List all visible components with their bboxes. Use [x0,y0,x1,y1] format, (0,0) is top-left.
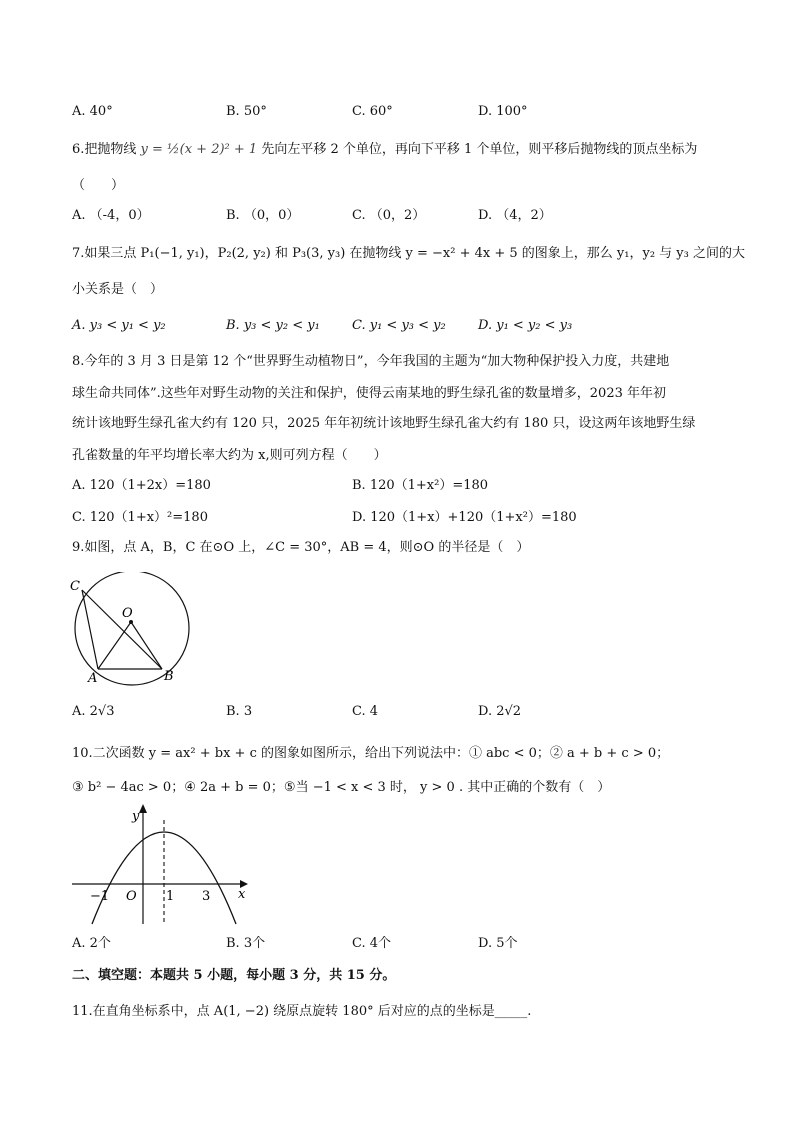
q10-label-x: x [238,887,246,902]
q8-stem-line-1: 8.今年的 3 月 3 日是第 12 个“世界野生动植物日”，今年我国的主题为“加大物种保护投入力度，共建地 [72,354,670,369]
q9-segment-oa [98,622,131,669]
q10-stem-a: 10.二次函数 y = ax² + bx + c 的图象如图所示，给出下列说法中：① abc < 0；② a + b + c > 0； [72,746,670,761]
q8-stem-line-2: 球生命共同体”.这些年对野生动物的关注和保护，使得云南某地的野生绿孔雀的数量增多，2023 年年初 [72,386,666,401]
q6-stem-b: 先向左平移 2 个单位，再向下平移 1 个单位，则平移后抛物线的顶点坐标为 [261,142,698,157]
q8-option-a: A. 120（1+2x）=180 [72,478,211,493]
q6-formula: y = ½(x + 2)² + 1 [140,142,258,157]
q10-label-y: y [132,809,140,824]
q5-option-b: B. 50° [226,104,267,119]
q7-stem-b: 小关系是（ ） [72,282,164,297]
q7-stem-a: 7.如果三点 P₁(−1, y₁)，P₂(2, y₂) 和 P₃(3, y₃) 在抛物线 y = −x² + 4x + 5 的图象上，那么 y₁，y₂ 与 y₃ 之间的大 [72,246,745,261]
q10-option-b: B. 3个 [226,936,266,951]
q10-label-3: 3 [202,889,211,904]
q10-option-c: C. 4个 [352,936,392,951]
q9-segment-cb [82,590,162,669]
q7-option-b: B. y₃ < y₂ < y₁ [226,318,320,333]
q7-option-d: D. y₁ < y₂ < y₃ [478,318,573,333]
q8-option-d: D. 120（1+x）+120（1+x²）=180 [352,510,577,525]
q9-label-a: A [88,671,98,686]
q9-label-c: C [70,579,80,594]
q11-stem: 11.在直角坐标系中，点 A(1, −2) 绕原点旋转 180° 后对应的点的坐标是_____. [72,1004,532,1019]
q6-option-b: B. （0，0） [226,208,300,223]
q9-option-d: D. 2√2 [478,704,522,719]
q10-label-1: 1 [166,889,175,904]
section-2-heading: 二、填空题：本题共 5 小题，每小题 3 分，共 15 分。 [72,968,396,983]
q10-stem-b: ③ b² − 4ac > 0；④ 2a + b = 0；⑤当 −1 < x < 3 时， y > 0 . 其中正确的个数有（ ） [72,780,611,795]
q9-option-a: A. 2√3 [72,704,115,719]
q10-y-arrow [139,804,147,813]
q9-segment-ob [131,622,162,669]
q7-option-a: A. y₃ < y₁ < y₂ [72,318,166,333]
q10-label-origin: O [126,889,137,904]
q9-stem: 9.如图，点 A，B，C 在⊙O 上，∠C = 30°，AB = 4，则⊙O 的半径是（ ） [72,540,530,555]
q8-option-c: C. 120（1+x）²=180 [72,510,208,525]
q9-segment-ca [82,590,98,669]
q8-stem-line-3: 统计该地野生绿孔雀大约有 120 只，2025 年年初统计该地野生绿孔雀大约有 180 只，设这两年该地野生绿 [72,416,696,431]
q5-option-a: A. 40° [72,104,113,119]
q9-circle-figure [62,572,202,688]
q10-label-neg1: −1 [90,889,110,904]
q8-option-b: B. 120（1+x²）=180 [352,478,489,493]
q6-option-d: D. （4，2） [478,208,552,223]
q6-stem-a: 6.把抛物线 [72,142,137,157]
q9-option-c: C. 4 [352,704,379,719]
q6-option-a: A. （-4，0） [72,208,150,223]
q10-parabola-figure [66,800,256,930]
q6-stem [72,140,697,160]
q10-option-a: A. 2个 [72,936,111,951]
q10-option-d: D. 5个 [478,936,518,951]
q6-stem-c: （ ） [72,178,125,193]
q9-label-b: B [164,669,174,684]
q5-option-d: D. 100° [478,104,528,119]
q9-label-o: O [122,606,133,621]
q6-option-c: C. （0，2） [352,208,426,223]
q9-option-b: B. 3 [226,704,253,719]
q7-option-c: C. y₁ < y₃ < y₂ [352,318,446,333]
q8-stem-line-4: 孔雀数量的年平均增长率大约为 x,则可列方程（ ） [72,448,387,463]
q5-option-c: C. 60° [352,104,393,119]
